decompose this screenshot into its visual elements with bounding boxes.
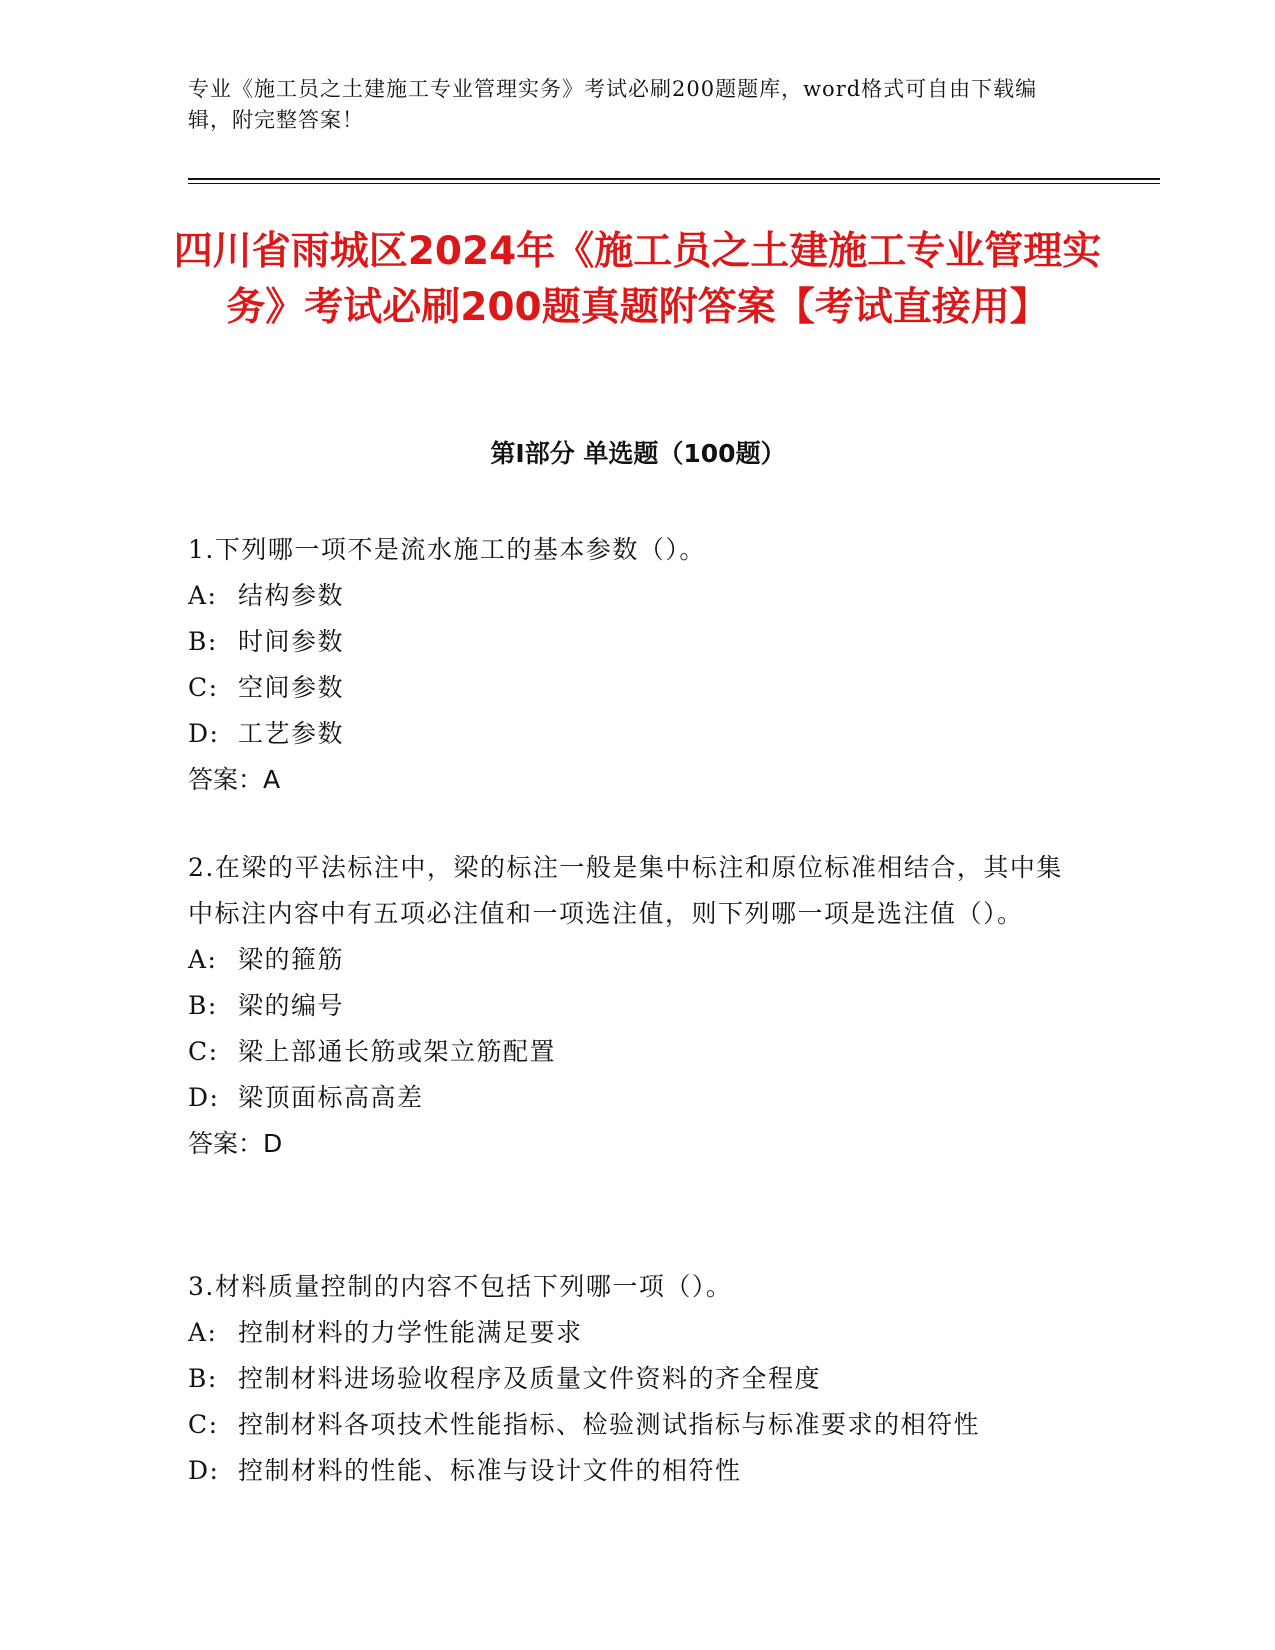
question-2 (188, 845, 1068, 1167)
question-3 (188, 1264, 1068, 1494)
option-label: A: (188, 1318, 218, 1347)
option-label: D: (188, 719, 220, 748)
option-label: C: (188, 1410, 219, 1439)
option-d (188, 711, 1068, 757)
question-stem: 1.下列哪一项不是流水施工的基本参数（）。 (188, 535, 706, 564)
option-text: 结构参数 (238, 581, 345, 610)
option-b (188, 619, 1068, 665)
option-c (188, 1402, 1068, 1448)
option-text: 控制材料的力学性能满足要求 (238, 1318, 583, 1347)
answer-line: 答案：A (188, 765, 281, 794)
option-text: 控制材料的性能、标准与设计文件的相符性 (238, 1456, 742, 1485)
option-text: 工艺参数 (238, 719, 345, 748)
option-c (188, 665, 1068, 711)
option-text: 梁的编号 (238, 991, 345, 1020)
option-text: 梁上部通长筋或架立筋配置 (238, 1037, 557, 1066)
question-stem: 3.材料质量控制的内容不包括下列哪一项（）。 (188, 1272, 733, 1301)
option-label: D: (188, 1083, 220, 1112)
option-b (188, 1356, 1068, 1402)
option-text: 梁的箍筋 (238, 945, 345, 974)
document-title: 四川省雨城区2024年《施工员之土建施工专业管理实务》考试必刷200题真题附答案【考试直接用】 (173, 229, 1102, 330)
option-a (188, 937, 1068, 983)
question-stem: 2.在梁的平法标注中，梁的标注一般是集中标注和原位标准相结合，其中集中标注内容中有五项必注值和一项选注值，则下列哪一项是选注值（）。 (188, 853, 1063, 928)
option-label: B: (188, 991, 218, 1020)
option-label: D: (188, 1456, 220, 1485)
header-divider (188, 178, 1160, 180)
option-label: B: (188, 1364, 218, 1393)
option-b (188, 983, 1068, 1029)
option-label: A: (188, 581, 218, 610)
option-a (188, 1310, 1068, 1356)
section-heading: 第I部分 单选题（100题） (490, 439, 786, 468)
option-label: C: (188, 1037, 219, 1066)
header-divider-thin (188, 183, 1160, 184)
option-label: B: (188, 627, 218, 656)
option-text: 控制材料各项技术性能指标、检验测试指标与标准要求的相符性 (238, 1410, 981, 1439)
option-label: A: (188, 945, 218, 974)
option-d (188, 1075, 1068, 1121)
option-text: 控制材料进场验收程序及质量文件资料的齐全程度 (238, 1364, 822, 1393)
question-1 (188, 527, 1068, 803)
option-text: 梁顶面标高高差 (238, 1083, 424, 1112)
option-c (188, 1029, 1068, 1075)
header-note: 专业《施工员之土建施工专业管理实务》考试必刷200题题库，word格式可自由下载编辑，附完整答案！ (188, 77, 1038, 132)
option-d (188, 1448, 1068, 1494)
answer-line: 答案：D (188, 1129, 283, 1158)
option-text: 空间参数 (238, 673, 345, 702)
option-a (188, 573, 1068, 619)
option-label: C: (188, 673, 219, 702)
option-text: 时间参数 (238, 627, 345, 656)
